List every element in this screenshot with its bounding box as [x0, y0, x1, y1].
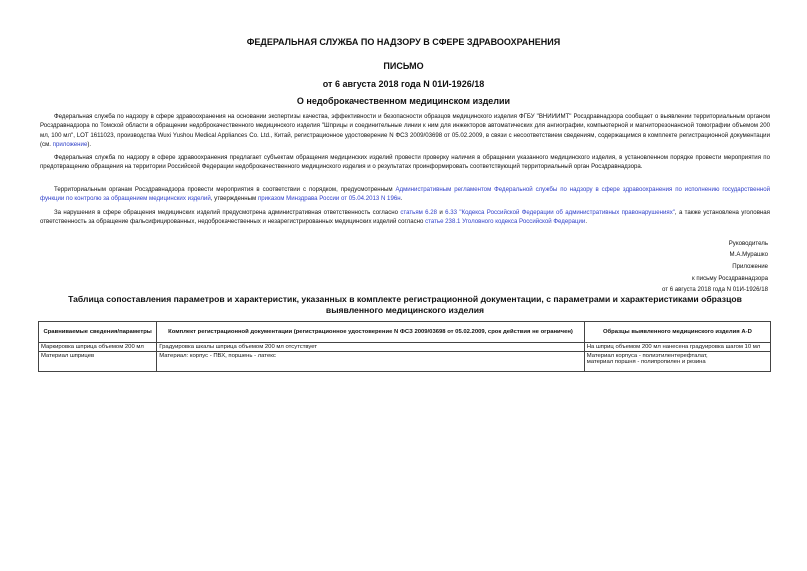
paragraph-3	[40, 185, 770, 204]
table-cell: Материал шприцев	[39, 352, 157, 372]
appendix-label: Приложение	[732, 263, 768, 270]
table-cell: Градуировка шкалы шприца объемом 200 мл отсутствует	[157, 343, 584, 352]
criminal-code-link[interactable]: Уголовного кодекса Российской Федерации	[462, 218, 586, 226]
table-cell-line: материал поршня - полипропилен и резина	[586, 359, 706, 365]
column-header-registration-docs: Комплект регистрационной документации (регистрационное удостоверение N ФСЗ 2009/03698 от 05.02.2009, срок действия не ограничен)	[157, 322, 584, 343]
column-header-parameters: Сравниваемые сведения/параметры	[39, 322, 157, 343]
paragraph-4-end: .	[585, 218, 588, 226]
order-link[interactable]: приказом Минздрава России от 05.04.2013 N 196н	[257, 195, 401, 203]
table-title: Таблица сопоставления параметров и характеристик, указанных в комплекте регистрационной документации, с параметрами и характеристиками образцов выявленного медицинского изделия	[68, 294, 742, 315]
document-subject: О недоброкачественном медицинском изделии	[296, 96, 511, 106]
regulation-link[interactable]: Административным регламентом Федеральной службы по надзору в сфере здравоохранения по исполнению государственной функции по контролю за обращением медицинских изделий	[40, 186, 770, 203]
comparison-table	[38, 321, 771, 372]
paragraph-1-end: ).	[87, 140, 92, 148]
paragraph-3-mid: , утвержденным	[210, 195, 257, 203]
table-cell-line: Материал корпуса - полиэтилентерефталат,	[586, 353, 708, 359]
paragraph-3-start: Территориальным органам Росздравнадзора провести мероприятия в соответствии с порядком, предусмотренным	[54, 186, 393, 193]
paragraph-4-mid: , а также установлена уголовная ответственность за обращение фальсифицированных, недоброкачественных и незарегистрированных медицинских изделий согласно	[40, 209, 770, 226]
paragraph-4-and: и	[439, 209, 443, 216]
table-header-row	[39, 322, 771, 343]
signature-name: М.А.Мурашко	[729, 251, 768, 258]
paragraph-4-start: За нарушения в сфере обращения медицинских изделий предусмотрена административная ответственность согласно	[54, 209, 399, 216]
signature-position: Руководитель	[728, 240, 768, 247]
appendix-to-letter: к письму Росздравнадзора	[692, 275, 768, 282]
paragraph-2	[40, 153, 770, 172]
table-cell: Маркировка шприца объемом 200 мл	[39, 343, 157, 352]
table-cell: На шприц объемом 200 мл нанесена градуировка шагом 10 мл	[584, 343, 770, 352]
paragraph-1-text: Федеральная служба по надзору в сфере здравоохранения на основании экспертизы качества, эффективности и безопасности образцов медицинского изделия ФГБУ "ВНИИИМТ" Росздравнадзора сообщает о выявлении территориальным органом Росздравнадзора по Томской области в обращении недоброкачественного медицинского изделия "Шприцы и соединительные линии к ним для инжекторов автоматических для ангиографии, компьютерной и магниторезонансной томографии объемом 200 мл, 100 мл", LOT 1611023, производства Wuxi Yushou Medical Appliances Co. Ltd., Китай, регистрационное удостоверение N ФСЗ 2009/03698 от 05.02.2009, в связи с несоответствием сведениям, содержащимся в комплекте регистрационной документации (см.	[40, 113, 770, 148]
article-6-28-link[interactable]: статьям 6.28	[400, 209, 438, 216]
document-type: ПИСЬМО	[383, 61, 424, 71]
administrative-code-link[interactable]: "Кодекса Российской Федерации об административных правонарушениях"	[459, 209, 675, 216]
table-cell: Материал: корпус - ПВХ, поршень - латекс	[157, 352, 584, 372]
table-row	[39, 352, 771, 372]
column-header-samples: Образцы выявленного медицинского изделия A-D	[584, 322, 770, 343]
paragraph-1	[40, 112, 770, 149]
table-row	[39, 343, 771, 352]
table-cell	[584, 352, 770, 372]
paragraph-2-text: Федеральная служба по надзору в сфере здравоохранения предлагает субъектам обращения медицинских изделий провести проверку наличия в обращении указанного медицинского изделия, в установленном порядке провести мероприятия по предотвращению обращения на территории Российской Федерации недоброкачественного медицинского изделия и о результатах проинформировать соответствующий территориальный орган Росздравнадзора.	[40, 154, 770, 171]
appendix-date-number: от 6 августа 2018 года N 01И-1926/18	[661, 286, 768, 293]
appendix-link[interactable]: приложение	[52, 140, 88, 148]
document-date-number: от 6 августа 2018 года N 01И-1926/18	[322, 79, 485, 89]
agency-title: ФЕДЕРАЛЬНАЯ СЛУЖБА ПО НАДЗОРУ В СФЕРЕ ЗДРАВООХРАНЕНИЯ	[246, 37, 561, 47]
paragraph-3-end: .	[400, 195, 403, 203]
article-6-33-link[interactable]: 6.33	[445, 209, 458, 216]
article-238-1-link[interactable]: статье 238.1	[425, 218, 461, 226]
paragraph-4	[40, 208, 770, 227]
